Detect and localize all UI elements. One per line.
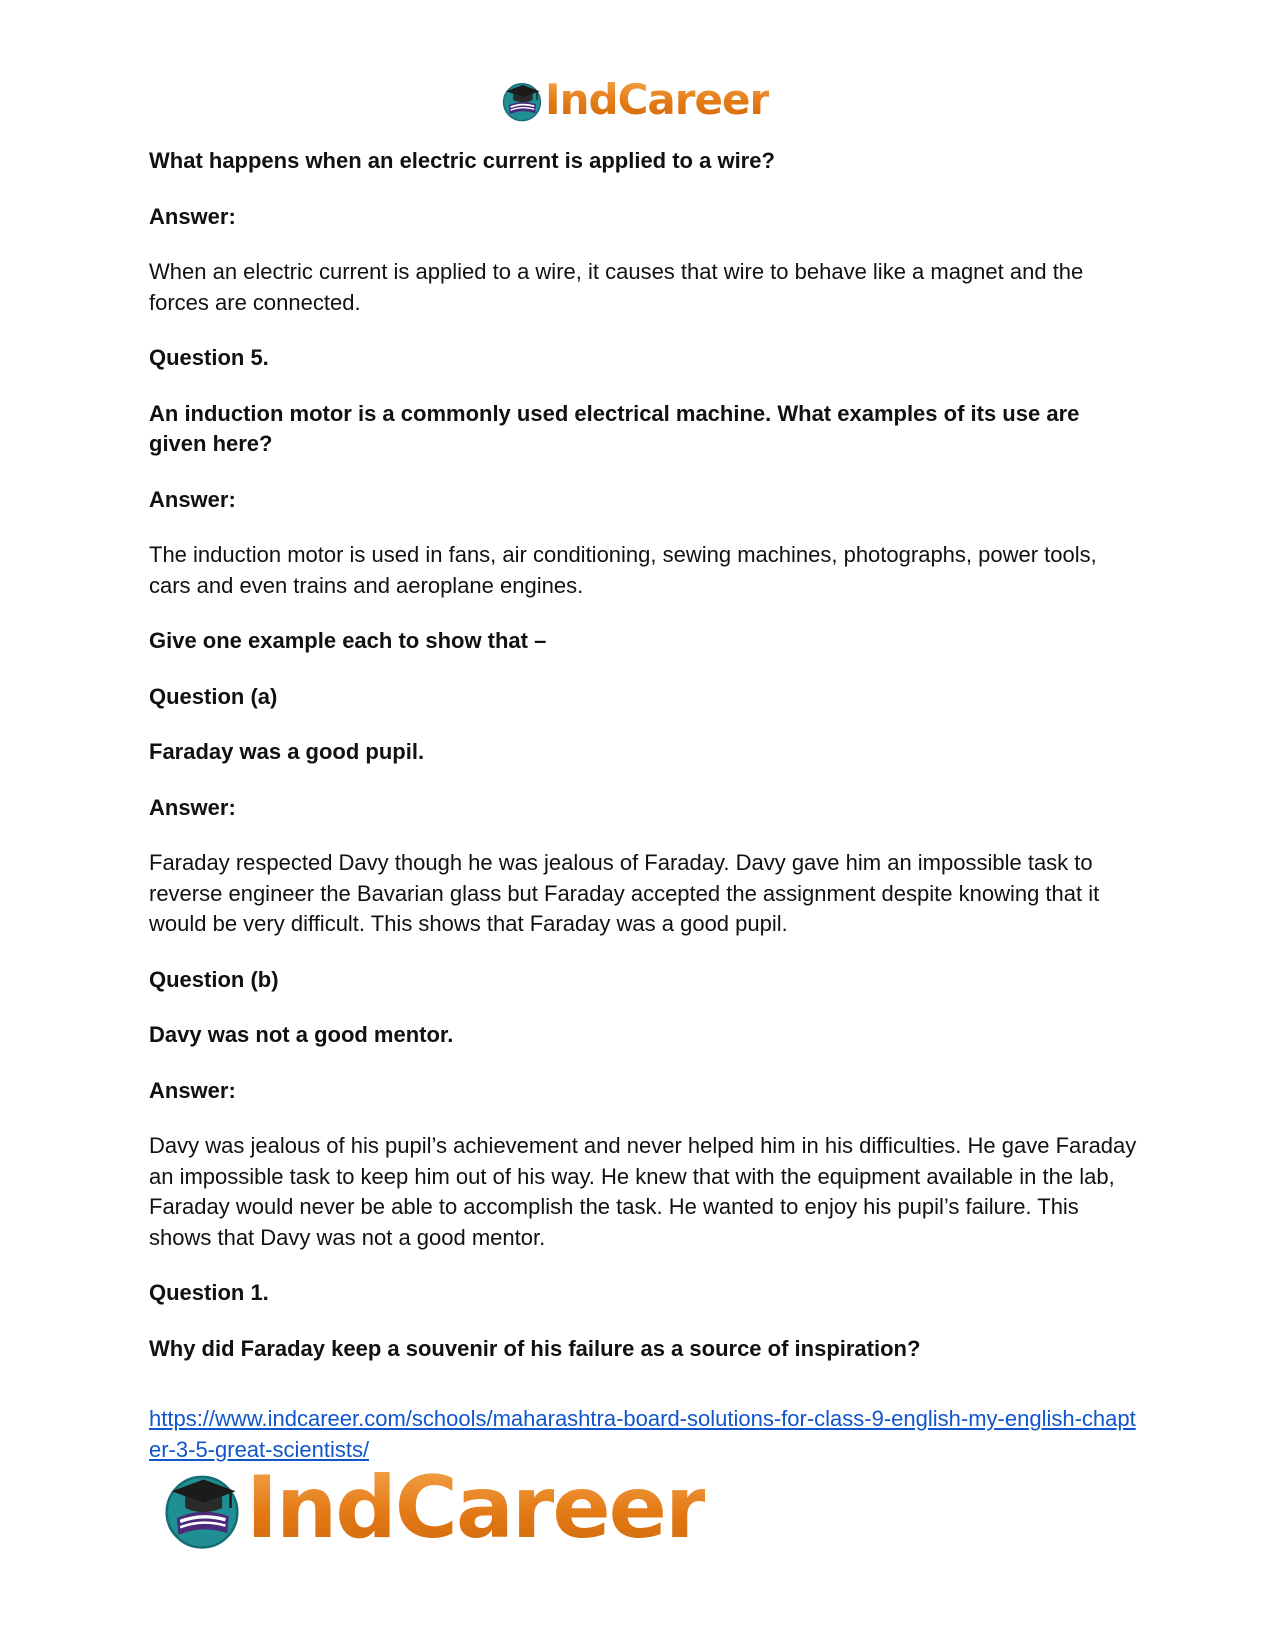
answer-text: Faraday respected Davy though he was jealous of Faraday. Davy gave him an impossible task to reverse engineer the Bavarian glass but Faraday accepted the assignment despite knowing that it would be very difficult. This shows that Faraday was a good pupil. (149, 850, 1100, 936)
question-number: Question (a) (149, 683, 278, 709)
logo-wordmark: IndCareer (246, 1458, 706, 1558)
section-heading: Give one example each to show that – (149, 628, 547, 653)
question-number: Question 1. (149, 1280, 269, 1305)
question-text: An induction motor is a commonly used electrical machine. What examples of its use are given here? (149, 400, 1080, 456)
question-text: Davy was not a good mentor. (149, 1022, 454, 1047)
answer-label: Answer: (149, 1077, 236, 1103)
answer-label: Answer: (149, 486, 236, 512)
source-link[interactable]: https://www.indcareer.com/schools/maharashtra-board-solutions-for-class-9-english-my-english-chapter-3-5-great-scientists/ (149, 1406, 1136, 1462)
document-body (149, 146, 1139, 1465)
logo-wordmark: IndCareer (545, 75, 770, 124)
question-text: Why did Faraday keep a souvenir of his failure as a source of inspiration? (149, 1335, 921, 1361)
answer-text: Davy was jealous of his pupil’s achievement and never helped him in his difficulties. He gave Faraday an impossible task to keep him out of his way. He knew that with the equipment available in the lab, Faraday would never be able to accomplish the task. He wanted to enjoy his pupil’s failure. This shows that Davy was not a good mentor. (149, 1133, 1137, 1250)
question-text: What happens when an electric current is applied to a wire? (149, 148, 775, 173)
indcareer-logo-footer (160, 1458, 706, 1558)
answer-text: When an electric current is applied to a wire, it causes that wire to behave like a magnet and the forces are connected. (149, 259, 1084, 315)
question-number: Question (b) (149, 966, 279, 992)
graduation-cap-icon (160, 1466, 244, 1550)
answer-label: Answer: (149, 203, 236, 229)
question-text: Faraday was a good pupil. (149, 739, 425, 764)
indcareer-logo-header (500, 75, 770, 124)
question-number: Question 5. (149, 345, 269, 370)
answer-text: The induction motor is used in fans, air conditioning, sewing machines, photographs, power tools, cars and even trains and aeroplane engines. (149, 542, 1097, 598)
answer-label: Answer: (149, 794, 236, 820)
graduation-cap-icon (500, 78, 544, 122)
